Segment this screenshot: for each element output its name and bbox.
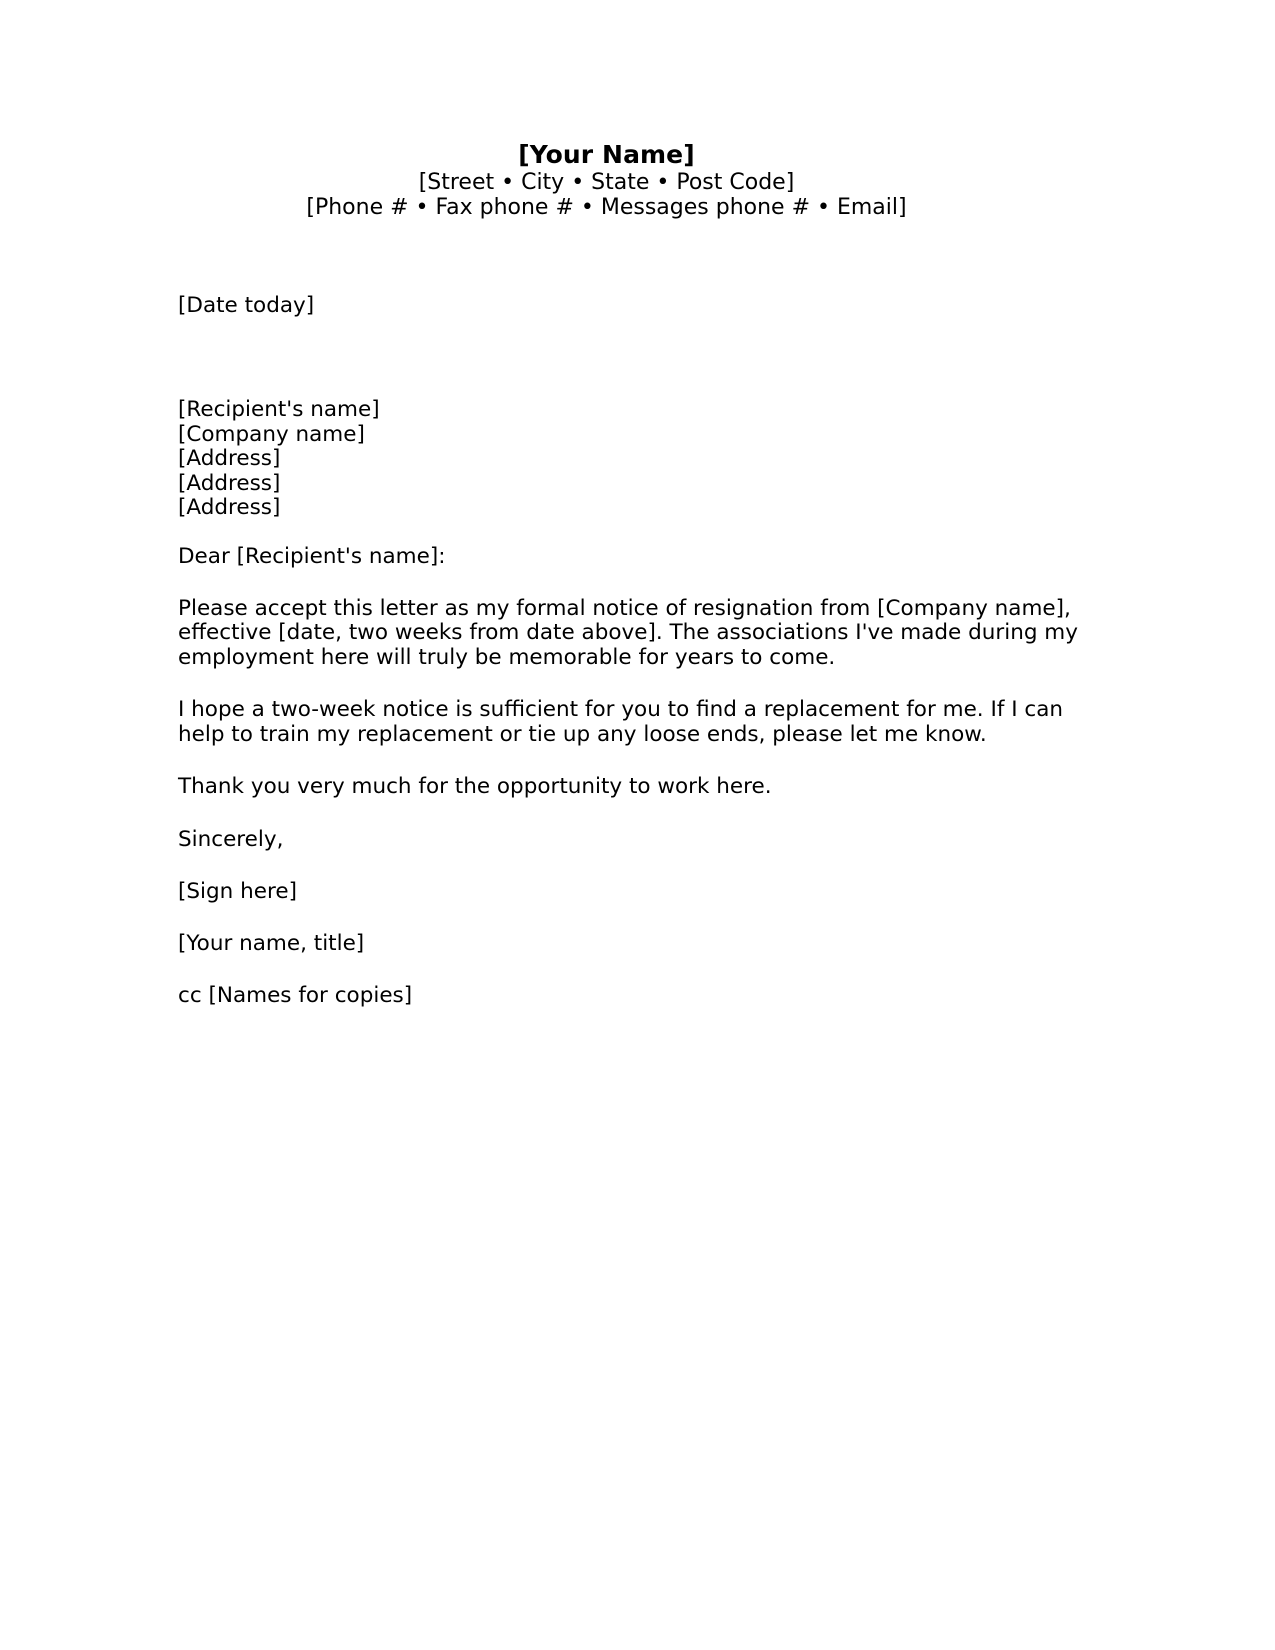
letter-body bbox=[178, 293, 1078, 1008]
paragraph-line: effective [date, two weeks from date above]. The associations I've made during my bbox=[178, 620, 1078, 645]
spacer-after-date bbox=[178, 318, 1018, 398]
letterhead bbox=[0, 140, 1213, 220]
spacer-before-paragraph-3 bbox=[178, 747, 1018, 775]
recipient-address-3: [Address] bbox=[178, 495, 281, 520]
spacer-before-paragraph-1 bbox=[178, 569, 1018, 597]
recipient-company: [Company name] bbox=[178, 421, 365, 447]
signature-placeholder: [Sign here] bbox=[178, 878, 297, 904]
paragraph-thanks bbox=[178, 775, 1018, 800]
letterhead-contact-line: [Phone # • Fax phone # • Messages phone # • Email] bbox=[306, 195, 907, 220]
spacer-after-address bbox=[178, 521, 1018, 545]
spacer-before-valediction bbox=[178, 800, 1018, 828]
spacer-before-paragraph-2 bbox=[178, 670, 1018, 698]
letter-date: [Date today] bbox=[178, 293, 315, 318]
paragraph-transition-offer bbox=[178, 697, 1064, 747]
spacer-before-cc bbox=[178, 956, 1018, 984]
cc-line: cc [Names for copies] bbox=[178, 982, 413, 1008]
paragraph-line: help to train my replacement or tie up any loose ends, please let me know. bbox=[178, 721, 987, 747]
paragraph-line: employment here will truly be memorable for years to come. bbox=[178, 644, 836, 670]
valediction: Sincerely, bbox=[178, 826, 284, 852]
recipient-address-1: [Address] bbox=[178, 446, 281, 471]
spacer-before-name-title bbox=[178, 904, 1018, 932]
recipient-address-2: [Address] bbox=[178, 470, 281, 496]
salutation: Dear [Recipient's name]: bbox=[178, 543, 446, 569]
paragraph-resignation-notice bbox=[178, 595, 1078, 671]
recipient-address-block bbox=[178, 398, 1018, 521]
name-title-placeholder: [Your name, title] bbox=[178, 930, 365, 956]
recipient-name: [Recipient's name] bbox=[178, 397, 380, 422]
paragraph-line: Please accept this letter as my formal notice of resignation from [Company name], bbox=[178, 595, 1071, 621]
paragraph-line: I hope a two-week notice is sufficient for you to find a replacement for me. If I can bbox=[178, 697, 1064, 722]
letterhead-address-line: [Street • City • State • Post Code] bbox=[418, 170, 795, 195]
spacer-before-signature bbox=[178, 852, 1018, 880]
letterhead-name: [Your Name] bbox=[518, 140, 695, 169]
paragraph-line: Thank you very much for the opportunity to work here. bbox=[178, 774, 772, 799]
